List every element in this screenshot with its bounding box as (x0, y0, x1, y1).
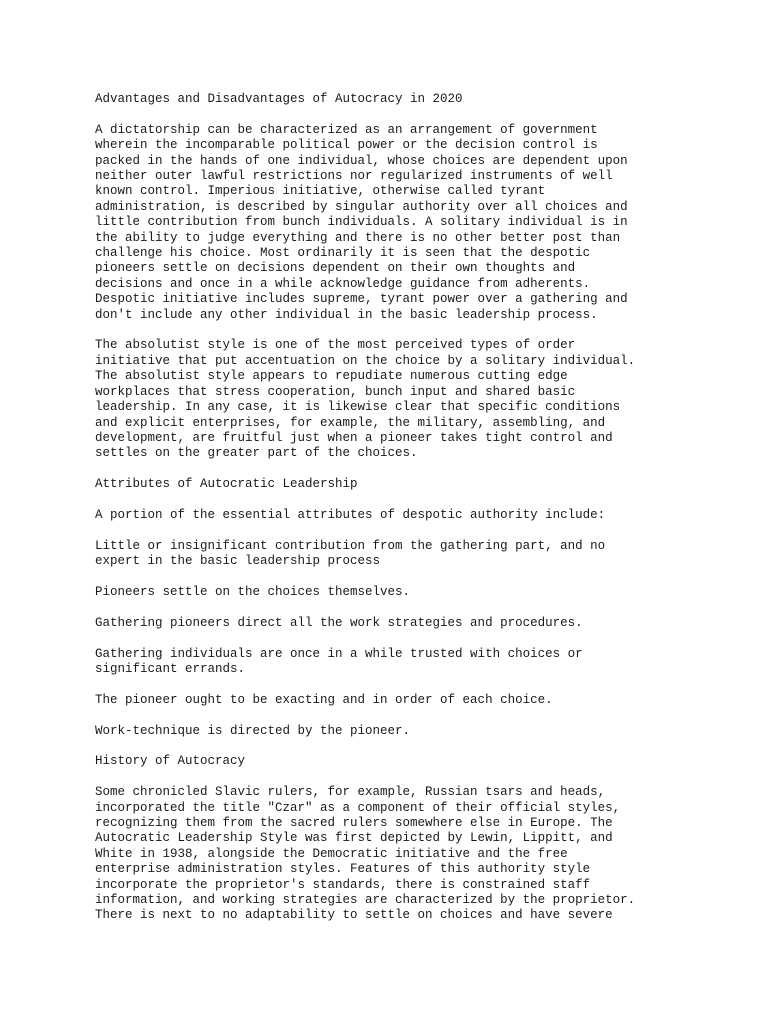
attribute-item-contribution: Little or insignificant contribution from the gathering part, and no expert in the basic leadership process (95, 538, 606, 569)
attribute-item-strategies: Gathering pioneers direct all the work strategies and procedures. (95, 615, 583, 630)
attribute-item-trust: Gathering individuals are once in a while trusted with choices or significant errands. (95, 646, 583, 676)
attribute-item-technique: Work-technique is directed by the pioneer. (95, 723, 411, 738)
document-title: Advantages and Disadvantages of Autocracy in 2020 (95, 92, 463, 106)
attribute-item-choices: Pioneers settle on the choices themselves. (95, 584, 411, 599)
document-page (95, 92, 695, 939)
paragraph-history: Some chronicled Slavic rulers, for example, Russian tsars and heads, incorporated the title "Czar" as a component of their official styles, recognizing them from the sacred rulers somewhere else in Europe. The Autocratic Leadership Style was first depicted by Lewin, Lippitt, and White in 1938, alongside the Democratic initiative and the free enterprise administration styles. Features of this authority style incorporate the proprietor's standards, there is constrained staff information, and working strategies are characterized by the proprietor. There is next to no adaptability to settle on choices and have severe (95, 785, 636, 923)
paragraph-definition: A dictatorship can be characterized as an arrangement of government wherein the incomparable political power or the decision control is packed in the hands of one individual, whose choices are dependent upon neither outer lawful restrictions nor regularized instruments of well known control. Imperious initiative, otherwise called tyrant administration, is described by singular authority over all choices and little contribution from bunch individuals. A solitary individual is in the ability to judge everything and there is no other better post than challenge his choice. Most ordinarily it is seen that the despotic pioneers settle on decisions dependent on their own thoughts and decisions and once in a while acknowledge guidance from adherents. Despotic initiative includes supreme, tyrant power over a gathering and don't include any other individual in the basic leadership process. (95, 122, 628, 322)
paragraph-absolutist-style: The absolutist style is one of the most perceived types of order initiative that put accentuation on the choice by a solitary individual. The absolutist style appears to repudiate numerous cutting edge workplaces that stress cooperation, bunch input and shared basic leadership. In any case, it is likewise clear that specific conditions and explicit enterprises, for example, the military, assembling, and development, are fruitful just when a pioneer takes tight control and settles on the greater part of the choices. (95, 338, 636, 461)
section-heading-history: History of Autocracy (95, 754, 246, 769)
attribute-item-exacting: The pioneer ought to be exacting and in order of each choice. (95, 692, 553, 707)
section-heading-attributes: Attributes of Autocratic Leadership (95, 477, 358, 492)
paragraph-attributes-intro: A portion of the essential attributes of despotic authority include: (95, 507, 606, 522)
